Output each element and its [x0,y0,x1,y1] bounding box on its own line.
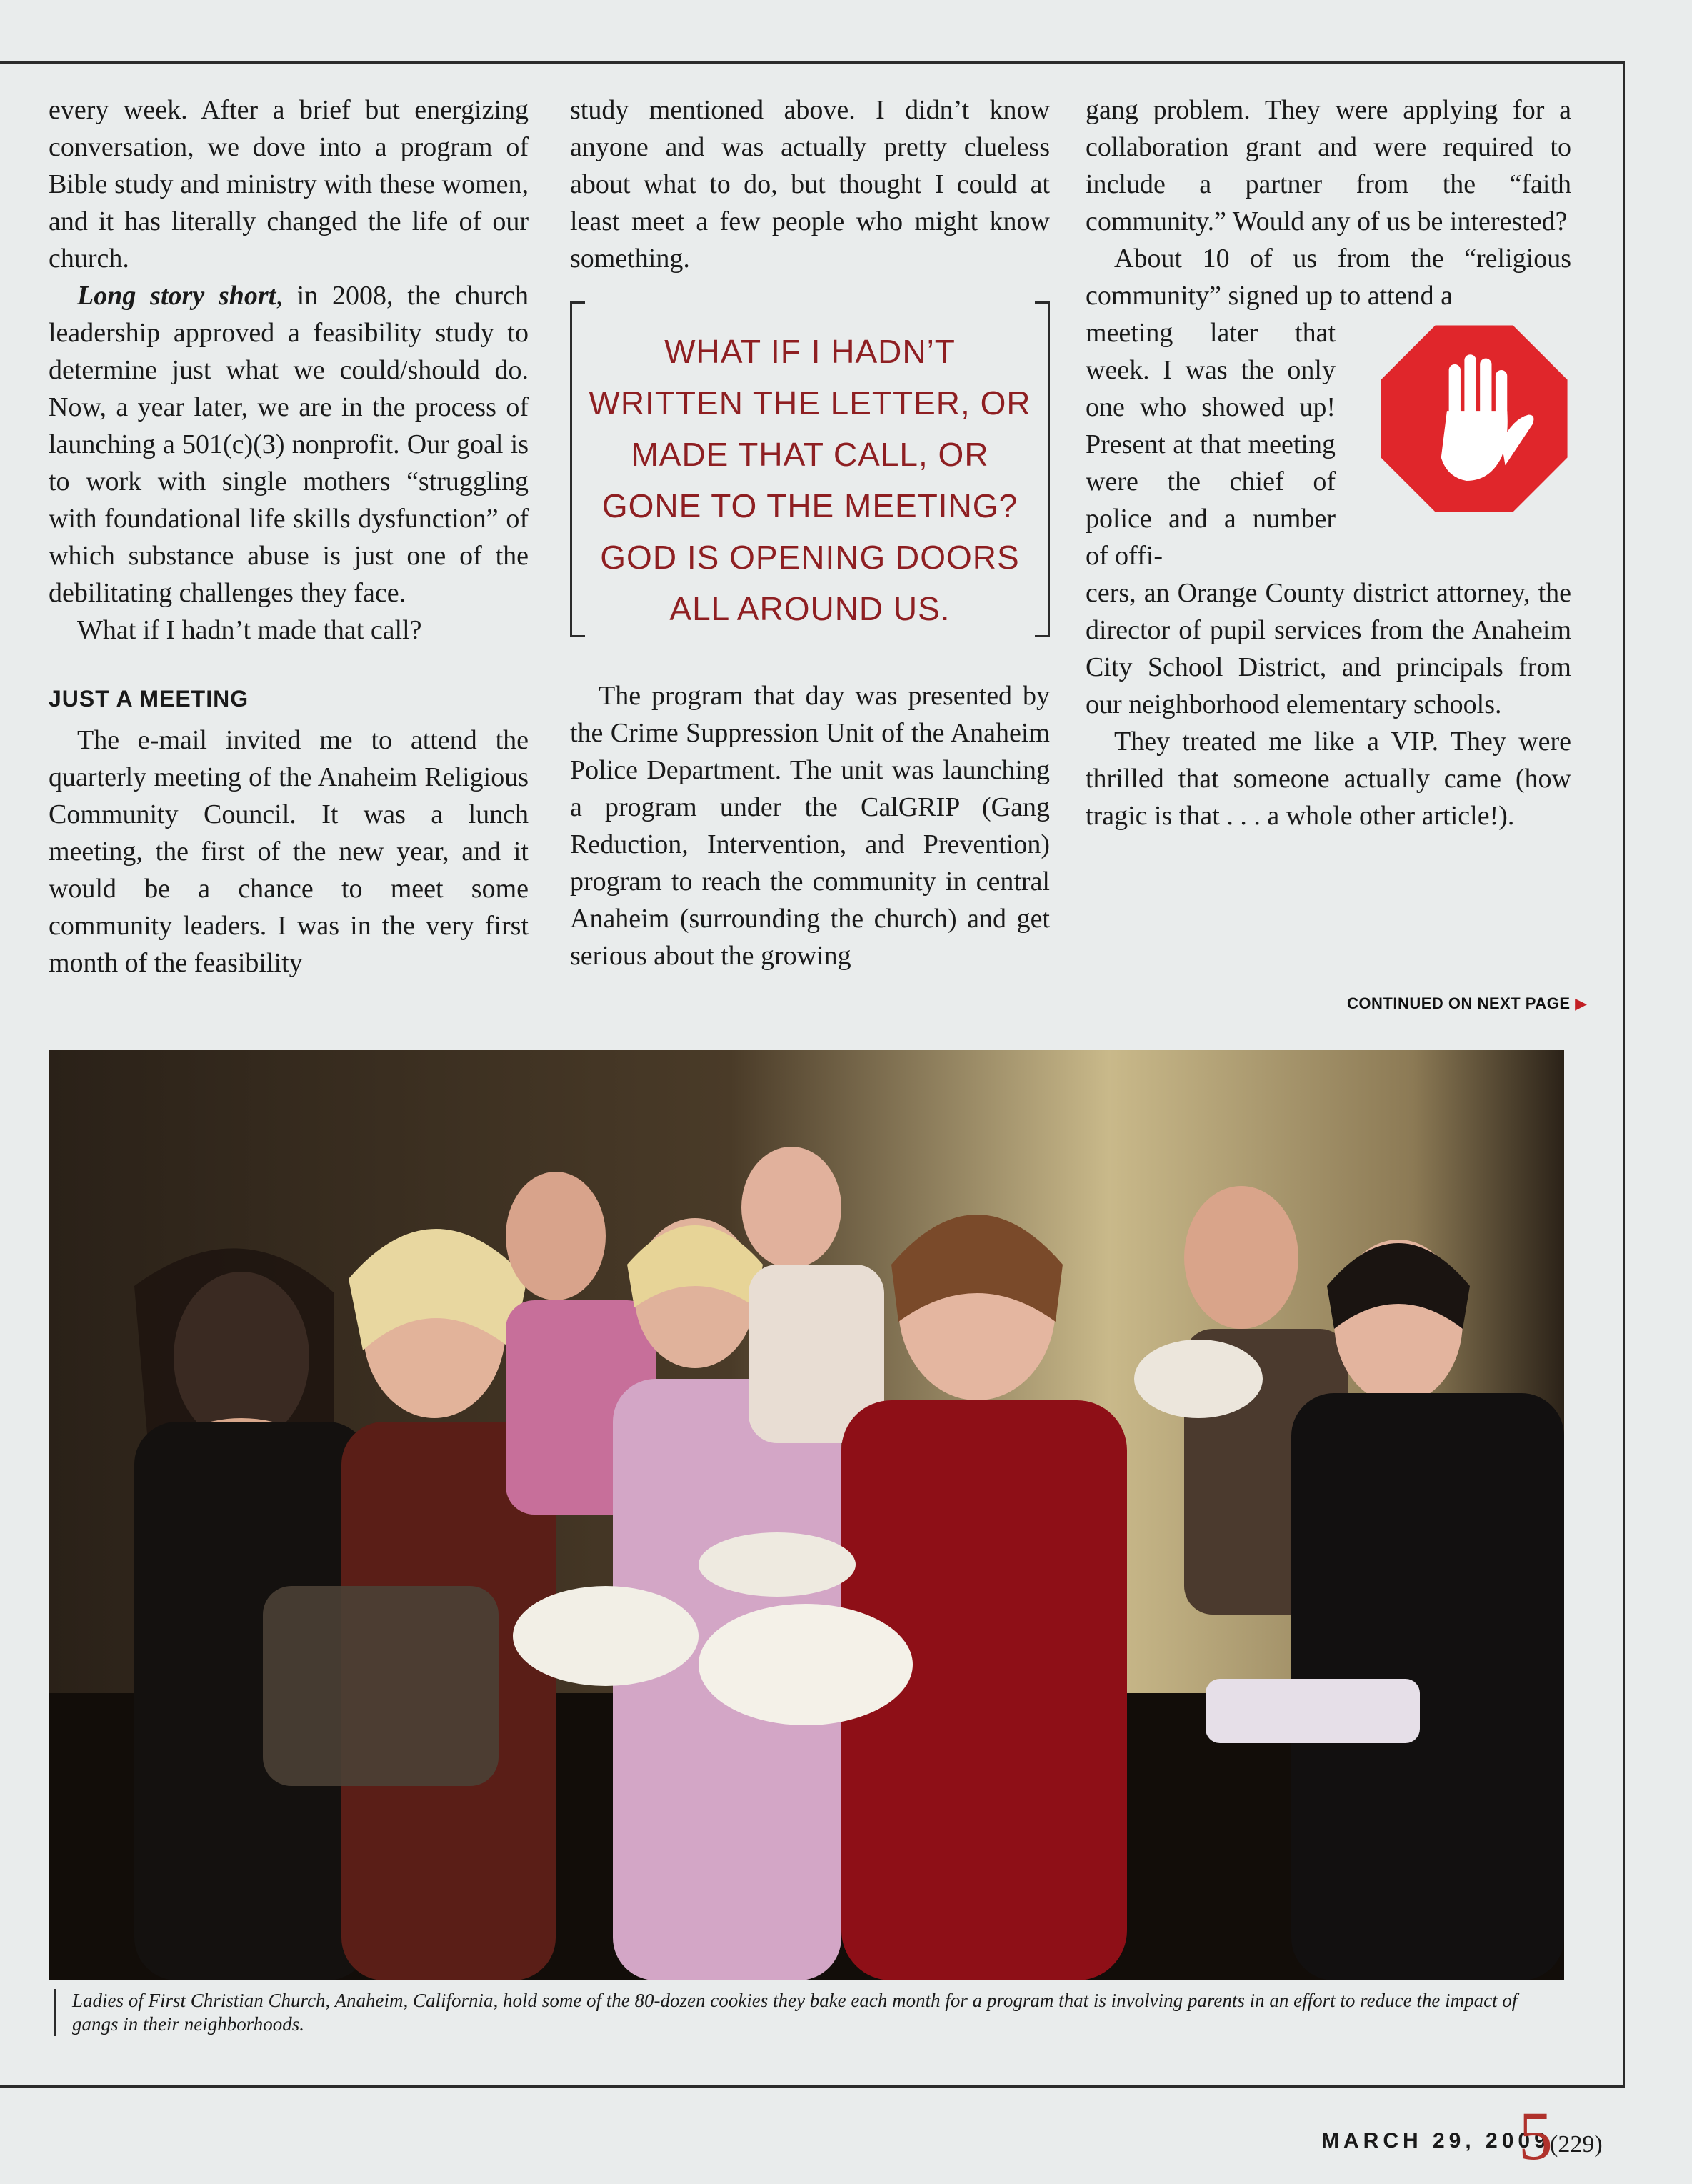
photo-caption: Ladies of First Christian Church, Anaheim, California, hold some of the 80-dozen cookies they bake each month for a program that is involving parents in an effort to reduce the impact of gangs in their neighborhoods. [54,1989,1565,2036]
paragraph: cers, an Orange County district attorney, the director of pupil services from the Anaheim City School District, and principals from our neighborhood elementary schools. [1086,578,1571,719]
paragraph-wrapped: meeting later that week. I was the only one who showed up! Present at that meeting were the chief of police and a number of offi- [1086,318,1336,571]
paragraph-text: , in 2008, the church leadership approved a feasibility study to determine just what we could/should do. Now, a year later, we are in the process of launching a 501(c)(3) nonprofit. Our goal is to work with single mothers “struggling with foundational life skills dysfunction” of which substance abuse is just one of the debilitating challenges they face. [49,281,529,608]
issue-date: MARCH 29, 2009 [1321,2129,1551,2153]
paragraph: gang problem. They were applying for a collaboration grant and were required to include a partner from the “faith community.” Would any of us be interested? [1086,95,1571,236]
paragraph: They treated me like a VIP. They were thrilled that someone actually came (how tragic is that . . . a whole other article!). [1086,727,1571,831]
paragraph: About 10 of us from the “religious community” signed up to attend a [1086,244,1571,311]
paragraph: What if I hadn’t made that call? [77,615,422,645]
stop-hand-icon [1377,321,1571,516]
paragraph [49,277,529,612]
paragraph: The program that day was presented by the Crime Suppression Unit of the Anaheim Police Department. The unit was launching a program under the CalGRIP (Gang Reduction, Intervention, and Prevention) program to reach the community in central Anaheim (surrounding the church) and get serious about the growing [570,681,1050,971]
group-photo [49,1050,1564,1980]
lead-in: Long story short [77,281,276,311]
page-number: (229) [1550,2131,1603,2158]
pull-quote-text: WHAT IF I HADN’T WRITTEN THE LETTER, OR MADE THAT CALL, OR GONE TO THE MEETING? GOD IS OPENING DOORS ALL AROUND US. [589,333,1031,627]
triangle-right-icon: ▶ [1575,994,1588,1012]
subheading: JUST A MEETING [49,686,249,712]
column-3 [1086,91,1571,834]
paragraph: study mentioned above. I didn’t know anyone and was actually pretty clueless about what to do, but thought I could at least meet a few people who might know something. [570,95,1050,274]
stop-sign-graphic [1336,314,1571,574]
paragraph: The e-mail invited me to attend the quarterly meeting of the Anaheim Religious Community Council. It was a lunch meeting, the first of the new year, and it would be a chance to meet some community leaders. I was in the very first month of the feasibility [49,725,529,978]
continued-notice: CONTINUED ON NEXT PAGE ▶ [1347,994,1588,1012]
paragraph: every week. After a brief but energizing conversation, we dove into a program of Bible study and ministry with these women, and it has literally changed the life of our church. [49,95,529,274]
handwritten-mark: 5 [1518,2098,1553,2174]
text-wrap-block [1086,314,1571,574]
column-2 [570,91,1050,974]
pull-quote [570,301,1050,637]
column-1 [49,91,529,982]
